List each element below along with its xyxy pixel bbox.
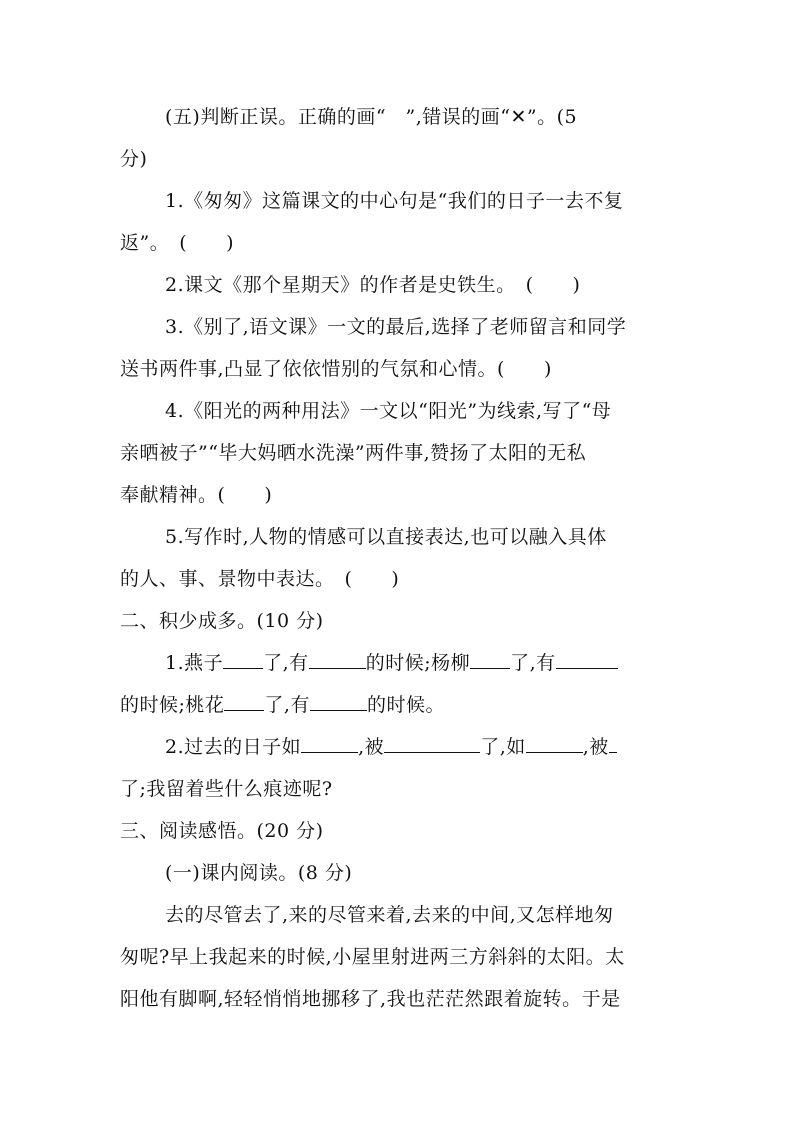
- question-5-line-1: 5.写作时,人物的情感可以直接表达,也可以融入具体: [165, 526, 607, 548]
- fill-text: 了,如: [480, 736, 526, 758]
- answer-blank[interactable]: [470, 651, 510, 669]
- question-4-line-1: 4.《阳光的两种用法》一文以“阳光”为线索,写了“母: [165, 400, 612, 422]
- fill-text: 2.过去的日子如: [165, 736, 302, 758]
- fill-text: 了,有: [264, 694, 310, 716]
- answer-blank[interactable]: [301, 735, 358, 753]
- answer-blank[interactable]: [609, 735, 617, 753]
- fill-1-line-2: [120, 693, 445, 717]
- section-two-heading: 二、积少成多。(10 分): [120, 610, 324, 632]
- fill-2-line-2: 了;我留着些什么痕迹呢?: [120, 778, 333, 800]
- question-4-line-2: 亲晒被子”“毕大妈晒水洗澡”两件事,赞扬了太阳的无私: [120, 442, 587, 464]
- fill-text: 了,有: [263, 652, 309, 674]
- section-five-instruction: (五)判断正误。正确的画“ ”,错误的画“✕”。(5: [165, 106, 578, 128]
- question-2: 2.课文《那个星期天》的作者是史铁生。 ( ): [165, 274, 581, 296]
- answer-blank[interactable]: [309, 651, 366, 669]
- fill-text: 了,有: [510, 652, 556, 674]
- reading-subheading: (一)课内阅读。(8 分): [165, 862, 353, 884]
- fill-text: ,被: [358, 736, 385, 758]
- question-5-line-2: 的人、事、景物中表达。 ( ): [120, 568, 400, 590]
- section-three-heading: 三、阅读感悟。(20 分): [120, 820, 324, 842]
- passage-line-3: 阳他有脚啊,轻轻悄悄地挪移了,我也茫茫然跟着旋转。于是: [120, 988, 621, 1010]
- fill-text: ,被: [582, 736, 609, 758]
- answer-blank[interactable]: [526, 735, 583, 753]
- answer-blank[interactable]: [224, 693, 264, 711]
- question-1-line-2: 返”。 ( ): [120, 232, 235, 254]
- question-4-line-3: 奉献精神。( ): [120, 484, 273, 506]
- answer-blank[interactable]: [384, 735, 480, 753]
- passage-line-1: 去的尽管去了,来的尽管来着,去来的中间,又怎样地匆: [165, 904, 614, 926]
- fill-text: 的时候;杨柳: [365, 652, 471, 674]
- passage-line-2: 匆呢?早上我起来的时候,小屋里射进两三方斜斜的太阳。太: [120, 946, 625, 968]
- fill-2-line-1: [165, 735, 617, 759]
- fill-text: 的时候;桃花: [120, 694, 225, 716]
- question-3-line-2: 送书两件事,凸显了依依惜别的气氛和心情。( ): [120, 358, 552, 380]
- answer-blank[interactable]: [223, 651, 263, 669]
- section-five-score: 分): [120, 148, 148, 170]
- fill-text: 的时候。: [366, 694, 445, 716]
- answer-blank[interactable]: [556, 651, 618, 669]
- fill-text: 1.燕子: [165, 652, 224, 674]
- question-1-line-1: 1.《匆匆》这篇课文的中心句是“我们的日子一去不复: [165, 190, 624, 212]
- answer-blank[interactable]: [310, 693, 367, 711]
- question-3-line-1: 3.《别了,语文课》一文的最后,选择了老师留言和同学: [165, 316, 627, 338]
- fill-1-line-1: [165, 651, 618, 675]
